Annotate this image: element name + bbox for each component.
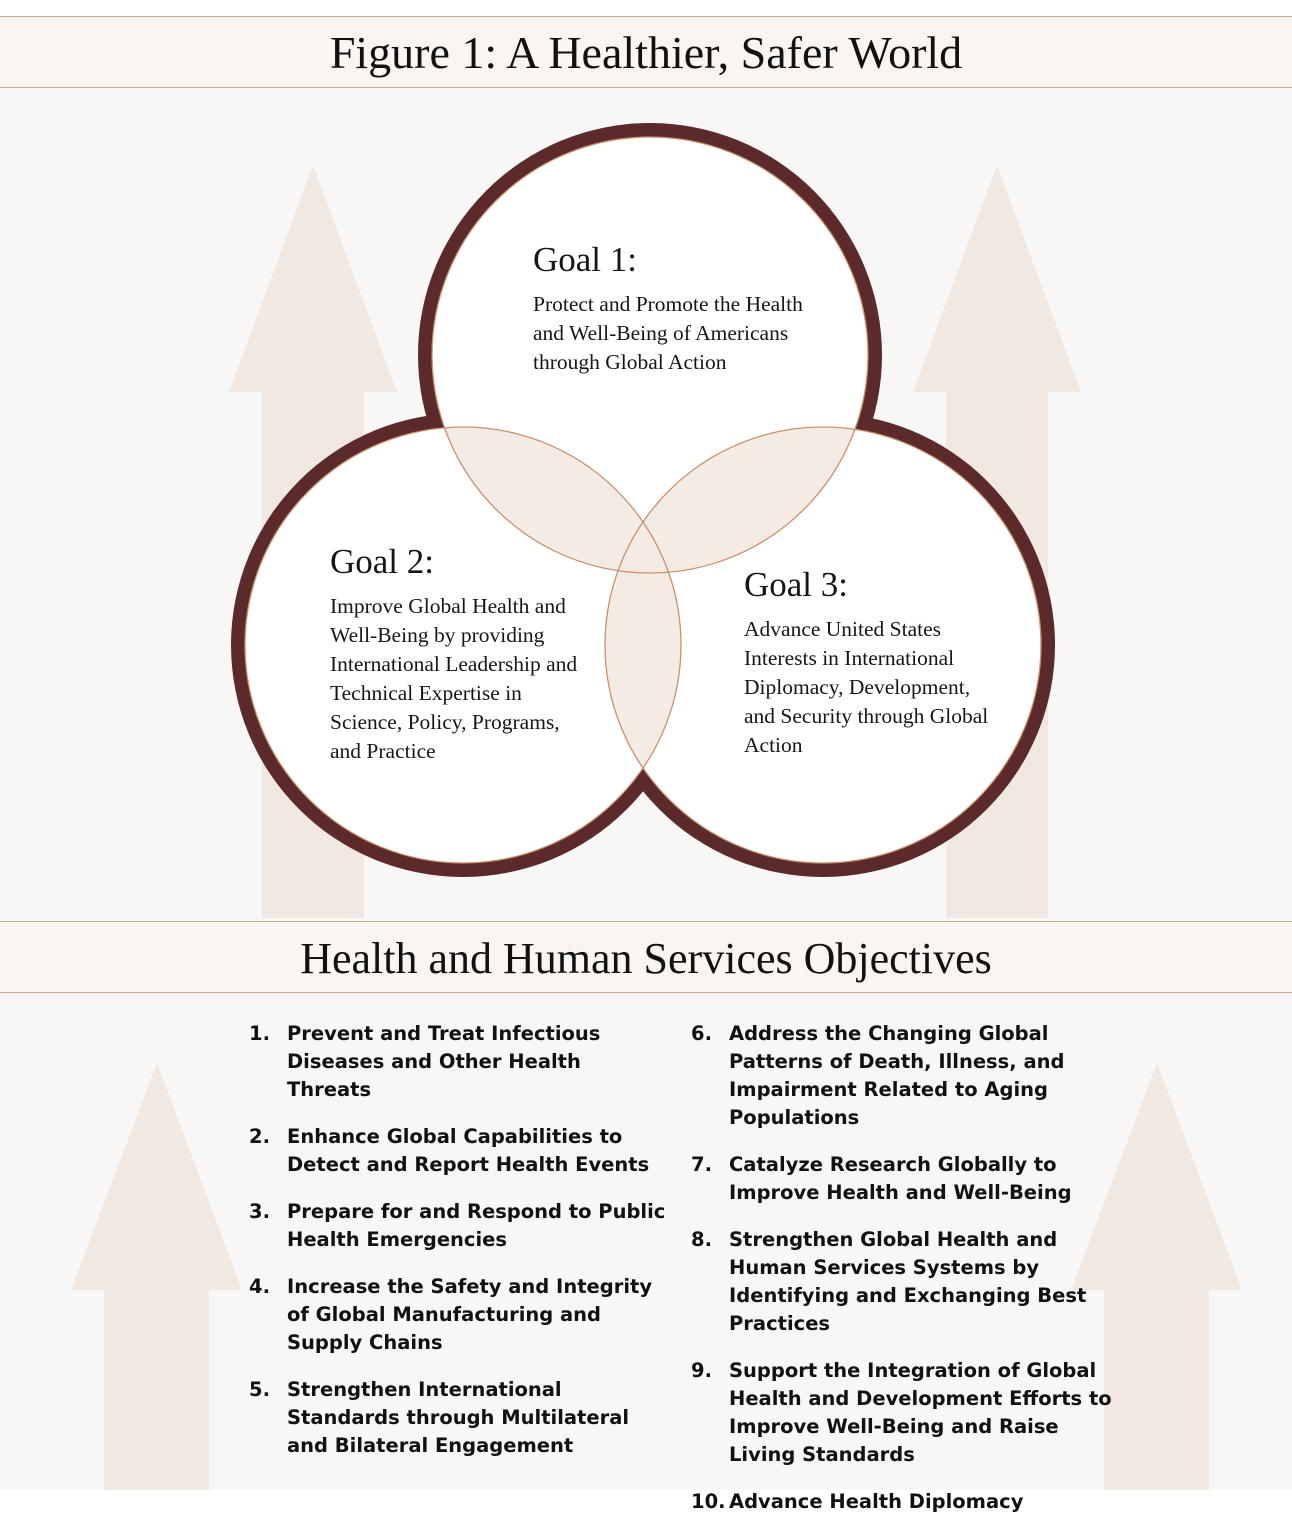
objectives-heading: Health and Human Services Objectives bbox=[300, 934, 992, 983]
objective-text: Strengthen Global Health and Human Services Systems by Identifying and Exchanging Best Practices bbox=[729, 1228, 1087, 1335]
objective-number: 7. bbox=[691, 1153, 712, 1176]
objective-text: Prevent and Treat Infectious Diseases and Other Health Threats bbox=[287, 1022, 601, 1101]
objective-text: Catalyze Research Globally to Improve Health and Well-Being bbox=[729, 1153, 1072, 1204]
objective-item bbox=[691, 1151, 1114, 1207]
goal-3-title: Goal 3: bbox=[744, 565, 849, 604]
objective-text: Increase the Safety and Integrity of Global Manufacturing and Supply Chains bbox=[287, 1275, 653, 1354]
objective-item bbox=[691, 1488, 1114, 1516]
objective-item bbox=[249, 1020, 667, 1104]
objectives-heading-band bbox=[0, 921, 1292, 993]
objective-number: 4. bbox=[249, 1275, 270, 1298]
goal-1-text: Protect and Promote the Health and Well-Being of Americans through Global Action bbox=[533, 292, 803, 374]
objective-item bbox=[691, 1226, 1114, 1338]
objective-number: 8. bbox=[691, 1228, 712, 1251]
goal-2-text: Improve Global Health and Well-Being by providing International Leadership and Technical Expertise in Science, Policy, Programs, and Practice bbox=[330, 594, 578, 763]
goal-1-title: Goal 1: bbox=[533, 240, 638, 279]
objective-number: 1. bbox=[249, 1022, 270, 1045]
figure-title-band bbox=[0, 16, 1292, 88]
objective-number: 3. bbox=[249, 1200, 270, 1223]
objective-item bbox=[249, 1198, 667, 1254]
objective-text: Prepare for and Respond to Public Health Emergencies bbox=[287, 1200, 666, 1251]
goal-1 bbox=[533, 240, 803, 377]
objectives-list-right bbox=[691, 1020, 1114, 1535]
objectives-list-left bbox=[249, 1020, 667, 1479]
objective-item bbox=[691, 1357, 1114, 1469]
objective-text: Support the Integration of Global Health and Development Efforts to Improve Well-Being and Raise Living Standards bbox=[729, 1359, 1112, 1466]
goal-3 bbox=[744, 565, 994, 760]
arrow-up-icon bbox=[71, 1063, 242, 1490]
objective-item bbox=[249, 1123, 667, 1179]
objective-text: Enhance Global Capabilities to Detect and Report Health Events bbox=[287, 1125, 650, 1176]
objective-item bbox=[691, 1020, 1114, 1132]
goal-3-text: Advance United States Interests in International Diplomacy, Development, and Security through Global Action bbox=[744, 617, 989, 757]
goal-2-title: Goal 2: bbox=[330, 542, 435, 581]
objective-number: 2. bbox=[249, 1125, 270, 1148]
objective-item bbox=[249, 1273, 667, 1357]
goal-2 bbox=[330, 542, 590, 766]
objective-number: 10. bbox=[691, 1490, 726, 1513]
figure-title: Figure 1: A Healthier, Safer World bbox=[329, 27, 963, 78]
objective-number: 6. bbox=[691, 1022, 712, 1045]
objective-number: 9. bbox=[691, 1359, 712, 1382]
objective-text: Strengthen International Standards through Multilateral and Bilateral Engagement bbox=[287, 1378, 630, 1457]
objective-text: Advance Health Diplomacy bbox=[729, 1490, 1024, 1513]
objective-text: Address the Changing Global Patterns of Death, Illness, and Impairment Related to Aging Populations bbox=[729, 1022, 1065, 1129]
objective-number: 5. bbox=[249, 1378, 270, 1401]
objective-item bbox=[249, 1376, 667, 1460]
